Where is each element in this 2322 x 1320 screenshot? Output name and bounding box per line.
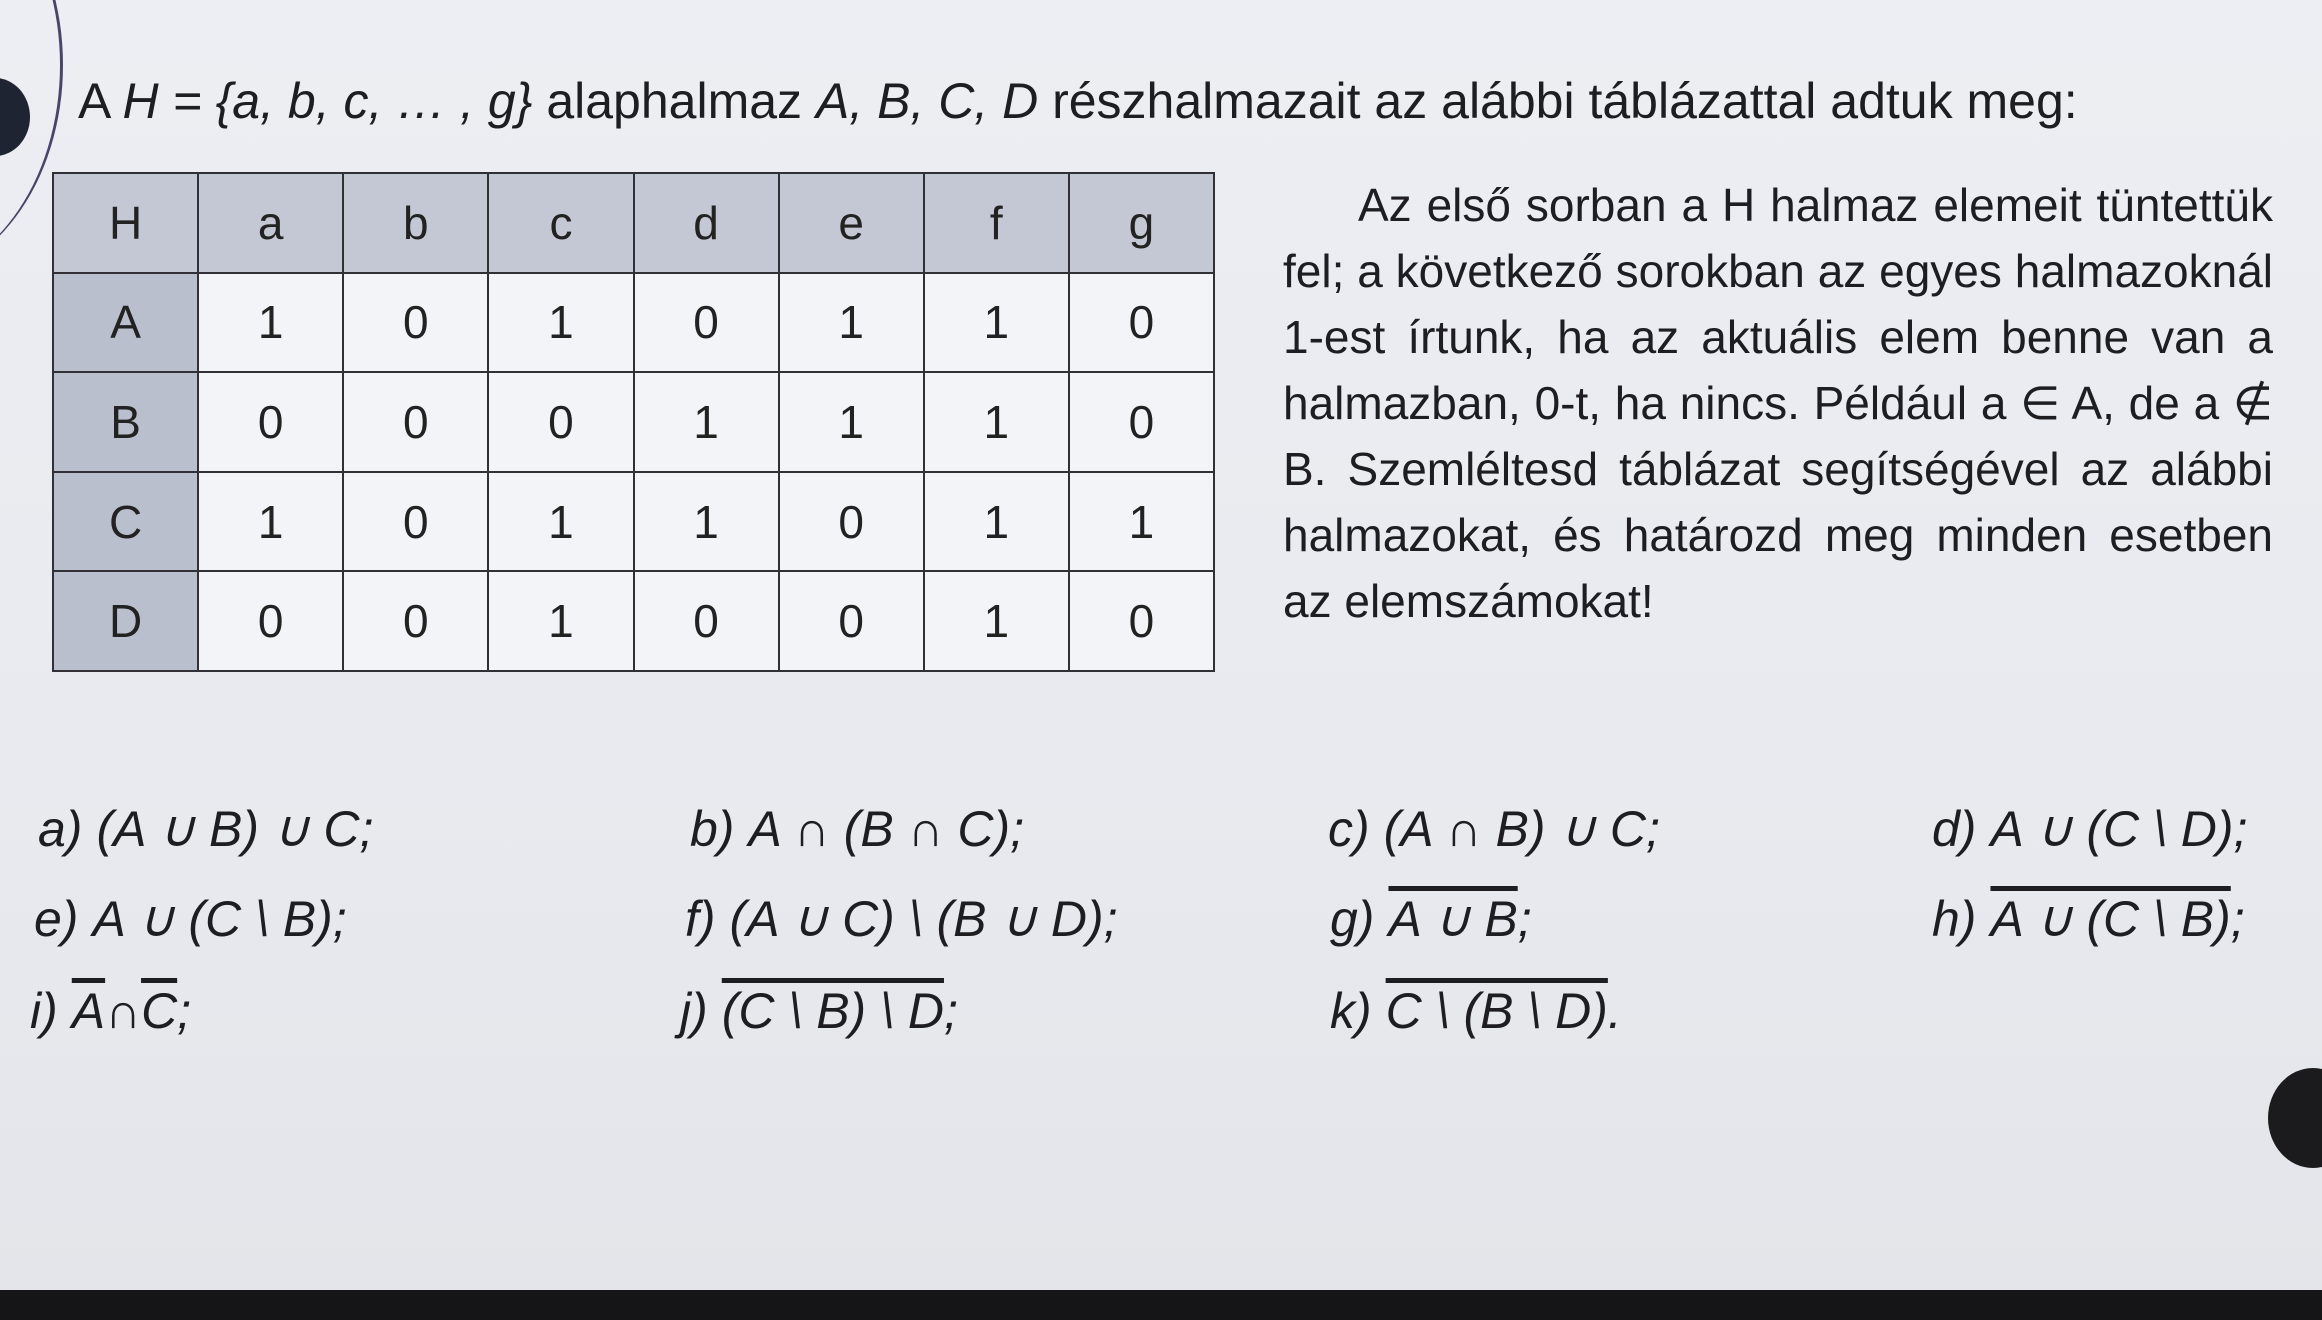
task-expression-overlined: (C \ B) \ D (721, 983, 944, 1039)
table-cell: 1 (634, 472, 779, 572)
header-cell: b (343, 173, 488, 273)
table-row (53, 273, 1214, 373)
task-label: h) (1932, 891, 1977, 947)
table-cell: 1 (779, 273, 924, 373)
table-cell: 0 (634, 273, 779, 373)
membership-table (52, 172, 1215, 672)
table-cell: 1 (488, 472, 633, 572)
table-cell: 0 (343, 472, 488, 572)
instructions-text: Az első sorban a H halmaz elemeit tüntettük fel; a következő sorokban az egyes halmazoknál 1-est írtunk, ha az aktuális elem benne van a halmazban, 0-t, ha nincs. Például a ∈ A, de a ∉ B. Szemléltesd táblázat segítségével az alábbi halmazokat, és határozd meg minden esetben az elemszámokat! (1283, 179, 2273, 627)
intro-lead: A (78, 73, 109, 129)
header-cell: c (488, 173, 633, 273)
task-item (1932, 800, 2247, 858)
row-header-cell: C (53, 472, 198, 572)
task-expression-overlined: A ∪ B (1388, 891, 1518, 947)
task-expression-end: . (1607, 983, 1622, 1039)
instructions-paragraph (1283, 172, 2273, 634)
table-row (53, 571, 1214, 671)
table-cell: 0 (1069, 571, 1214, 671)
table-cell: 0 (1069, 273, 1214, 373)
task-complement-a: $\overline{A}$ (71, 983, 106, 1039)
task-item (685, 890, 1118, 948)
intro-set-expression: H = {a, b, c, … , g} (122, 73, 533, 129)
task-expression-overlined: A ∪ (C \ B) (1990, 891, 2231, 947)
task-label: i) (30, 983, 58, 1039)
table-cell: 0 (488, 372, 633, 472)
task-expression: A ∩ (B ∩ C); (748, 801, 1025, 857)
task-item (690, 800, 1024, 858)
intro-tail: részhalmazait az alábbi táblázattal adtuk meg: (1038, 73, 2078, 129)
table-cell: 1 (779, 372, 924, 472)
task-expression: (A ∪ C) \ (B ∪ D); (729, 891, 1118, 947)
table-cell: 1 (924, 571, 1069, 671)
table-cell: 1 (1069, 472, 1214, 572)
task-item (1330, 890, 1532, 948)
task-label: g) (1330, 891, 1375, 947)
header-cell: f (924, 173, 1069, 273)
task-expression: (A ∩ B) ∪ C; (1383, 801, 1660, 857)
task-label: k) (1330, 983, 1372, 1039)
task-expression: A ∪ (C \ D); (1990, 801, 2248, 857)
table-row (53, 372, 1214, 472)
task-expression-overlined: C \ (B \ D) (1385, 983, 1608, 1039)
table-cell: 1 (924, 273, 1069, 373)
table-cell: 1 (924, 372, 1069, 472)
task-complement-c: $\overline{C}$ (141, 983, 178, 1039)
table-cell: 0 (343, 571, 488, 671)
row-header-cell: B (53, 372, 198, 472)
task-expression: (A ∪ B) ∪ C; (96, 801, 374, 857)
task-label: j) (680, 983, 708, 1039)
header-cell: a (198, 173, 343, 273)
table-cell: 0 (343, 372, 488, 472)
task-label: d) (1932, 801, 1977, 857)
task-item (1330, 982, 1622, 1040)
bottom-shadow (0, 1290, 2322, 1320)
table-cell: 0 (198, 372, 343, 472)
task-label: a) (38, 801, 83, 857)
intro-middle: alaphalmaz (532, 73, 816, 129)
task-expression: A ∪ (C \ B); (92, 891, 347, 947)
task-label: e) (34, 891, 79, 947)
table-cell: 0 (1069, 372, 1214, 472)
table-cell: 0 (779, 571, 924, 671)
task-operator: ∩ (105, 983, 142, 1039)
header-cell: d (634, 173, 779, 273)
task-item (680, 982, 958, 1040)
table-cell: 1 (634, 372, 779, 472)
table-cell: 0 (198, 571, 343, 671)
row-header-cell: D (53, 571, 198, 671)
task-label: b) (690, 801, 735, 857)
header-cell: H (53, 173, 198, 273)
task-expression-end: ; (2230, 891, 2245, 947)
table-cell: 1 (924, 472, 1069, 572)
task-label: c) (1328, 801, 1370, 857)
table-header-row (53, 173, 1214, 273)
table-cell: 1 (488, 571, 633, 671)
table-cell: 0 (343, 273, 488, 373)
header-cell: e (779, 173, 924, 273)
header-cell: g (1069, 173, 1214, 273)
row-header-cell: A (53, 273, 198, 373)
task-item (1932, 890, 2245, 948)
table-cell: 1 (488, 273, 633, 373)
task-item (30, 982, 191, 1040)
table-row (53, 472, 1214, 572)
task-label: f) (685, 891, 716, 947)
table-cell: 0 (634, 571, 779, 671)
task-item (34, 890, 347, 948)
task-item (1328, 800, 1660, 858)
problem-intro (78, 72, 2078, 130)
table-cell: 0 (779, 472, 924, 572)
task-expression-end: ; (177, 983, 192, 1039)
task-item (38, 800, 373, 858)
intro-subsets: A, B, C, D (815, 73, 1039, 129)
task-expression-end: ; (1517, 891, 1532, 947)
table-cell: 1 (198, 472, 343, 572)
task-expression-end: ; (943, 983, 958, 1039)
table-cell: 1 (198, 273, 343, 373)
